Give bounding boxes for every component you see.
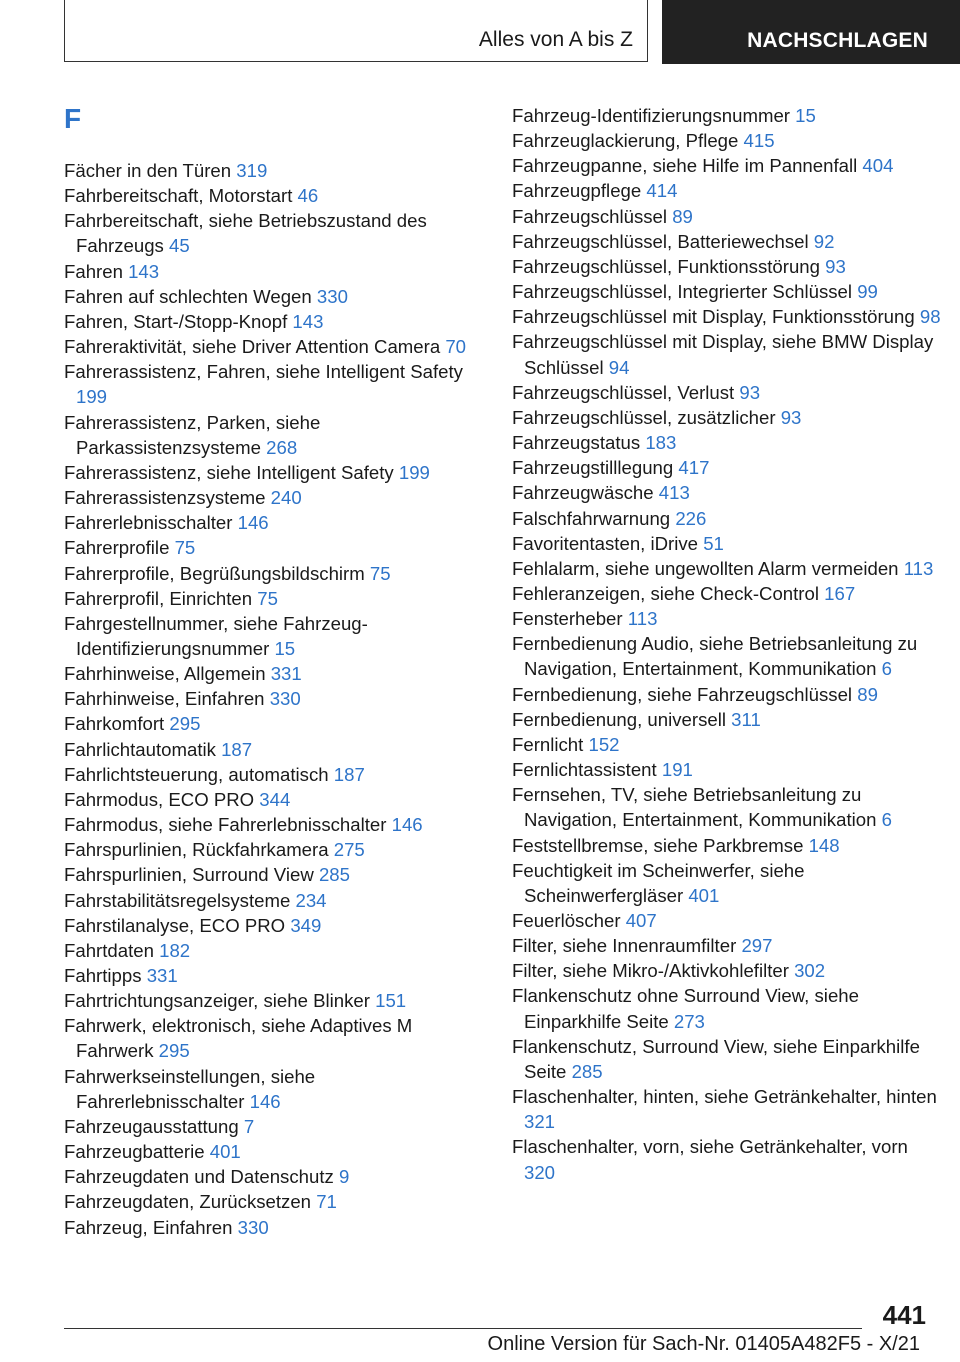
page-reference-link[interactable]: 71	[316, 1191, 337, 1213]
page-reference-link[interactable]: 148	[808, 834, 840, 856]
index-entry-text: Fahrerprofile, Begrüßungsbildschirm	[64, 562, 365, 584]
index-entry	[512, 1134, 942, 1184]
index-entry-text: Fahrstabilitätsregelsysteme	[64, 889, 291, 911]
page-reference-link[interactable]: 75	[257, 587, 278, 609]
index-entry	[64, 988, 484, 1013]
page-reference-link[interactable]: 75	[174, 537, 196, 559]
page-reference-link[interactable]: 240	[270, 487, 302, 509]
index-entry	[512, 958, 942, 983]
index-entry-text: Fahren, Start-/Stopp-Knopf	[64, 310, 288, 332]
footer-divider	[64, 1328, 862, 1329]
index-entry-text: Fernlichtassistent	[512, 759, 657, 781]
index-entry	[64, 535, 484, 560]
index-entry-text: Fahrzeugschlüssel, Integrierter Schlüssel	[512, 281, 853, 303]
index-entry-text: Fahren	[64, 260, 123, 282]
page-reference-link[interactable]: 417	[678, 457, 710, 479]
index-entry-text: Fahrmodus, siehe Fahrerlebnisschalter	[64, 814, 387, 836]
index-entry	[64, 158, 484, 183]
index-entry	[64, 787, 484, 812]
index-entry	[512, 455, 942, 480]
page-reference-link[interactable]: 311	[731, 708, 761, 730]
page-reference-link[interactable]: 93	[825, 255, 846, 277]
index-entry	[64, 485, 484, 510]
index-entry	[64, 284, 484, 309]
index-entry	[64, 208, 484, 258]
page-reference-link[interactable]: 183	[645, 432, 677, 454]
page-reference-link[interactable]: 226	[675, 507, 707, 529]
page-reference-link[interactable]: 330	[269, 688, 301, 710]
page-reference-link[interactable]: 94	[608, 356, 630, 378]
chapter-title: NACHSCHLAGEN	[747, 29, 928, 52]
index-entry-text: Fahrzeugstilllegung	[512, 457, 674, 479]
index-entry-text: Fahrzeugdaten, Zurücksetzen	[64, 1191, 312, 1213]
index-entry-text: Fahrerprofil, Einrichten	[64, 587, 253, 609]
index-entry	[64, 334, 484, 359]
page-reference-link[interactable]: 146	[249, 1090, 281, 1112]
index-entry	[64, 460, 484, 485]
index-entry-text: Fahrzeugbatterie	[64, 1141, 205, 1163]
index-entry	[64, 837, 484, 862]
index-entry-text: Falschfahrwarnung	[512, 507, 671, 529]
index-entry-text: Fahren auf schlechten Wegen	[64, 285, 312, 307]
index-entry-text: Fahrbereitschaft, siehe Betriebszustand des Fahrzeugs	[64, 210, 427, 257]
index-entry-text: Fahrzeug, Einfahren	[64, 1216, 233, 1238]
index-letter-heading: F	[64, 103, 82, 134]
page-reference-link[interactable]: 344	[259, 788, 291, 810]
page-reference-link[interactable]: 152	[588, 733, 620, 755]
index-entry	[64, 1189, 484, 1214]
page-reference-link[interactable]: 295	[158, 1040, 190, 1062]
page-reference-link[interactable]: 414	[646, 180, 678, 202]
page-reference-link[interactable]: 143	[128, 260, 160, 282]
page-reference-link[interactable]: 330	[237, 1216, 269, 1238]
page-reference-link[interactable]: 7	[243, 1115, 255, 1137]
index-entry-text: Fahrerassistenz, siehe Intelligent Safety	[64, 461, 394, 483]
index-entry-text: Fahrspurlinien, Surround View	[64, 864, 314, 886]
index-entry	[512, 732, 942, 757]
page-reference-link[interactable]: 46	[297, 185, 319, 207]
index-entry-text: Feuchtigkeit im Scheinwerfer, siehe Scheinwerfergläser	[512, 859, 805, 906]
index-entry	[64, 586, 484, 611]
index-entry-text: Fahrhinweise, Einfahren	[64, 688, 265, 710]
page-reference-link[interactable]: 302	[794, 960, 826, 982]
page-reference-link[interactable]: 98	[919, 306, 941, 328]
page-reference-link[interactable]: 15	[795, 105, 816, 126]
index-entry-text: Feuerlöscher	[512, 910, 621, 931]
page-reference-link[interactable]: 407	[625, 910, 657, 931]
page-reference-link[interactable]: 89	[672, 205, 693, 227]
index-entry-text: Fernbedienung, siehe Fahrzeugschlüssel	[512, 683, 853, 705]
index-entry	[512, 707, 942, 732]
index-entry	[64, 762, 484, 787]
index-entry	[512, 782, 942, 832]
index-entry	[64, 1013, 484, 1063]
index-entry-text: Fernbedienung, universell	[512, 708, 726, 730]
page-reference-link[interactable]: 99	[857, 281, 878, 303]
index-entry	[64, 888, 484, 913]
page-reference-link[interactable]: 273	[673, 1010, 705, 1032]
index-entry	[64, 1114, 484, 1139]
index-entry-text: Filter, siehe Innenraumfilter	[512, 935, 737, 957]
index-entry	[512, 682, 942, 707]
index-entry	[64, 561, 484, 586]
index-entry-text: Favoritentasten, iDrive	[512, 532, 699, 554]
index-entry-text: Flaschenhalter, vorn, siehe Getränkehalter, vorn	[512, 1136, 908, 1158]
index-entry-text: Flankenschutz ohne Surround View, siehe Einparkhilfe Seite	[512, 985, 859, 1032]
index-entry	[512, 1034, 942, 1084]
page-reference-link[interactable]: 9	[338, 1166, 350, 1188]
index-entry-text: Fahrkomfort	[64, 713, 165, 735]
page-reference-link[interactable]: 320	[524, 1161, 556, 1183]
index-entry	[512, 1084, 942, 1134]
index-entry-text: Fahrzeugausstattung	[64, 1115, 239, 1137]
index-entry-text: Fahrzeug-Identifizierungsnummer	[512, 105, 790, 126]
page-reference-link[interactable]: 234	[295, 889, 327, 911]
index-entry	[64, 1064, 484, 1114]
index-entry	[64, 862, 484, 887]
index-entry-text: Fahrzeugschlüssel, Batteriewechsel	[512, 230, 809, 252]
index-entry-text: Fensterheber	[512, 608, 623, 630]
page-reference-link[interactable]: 297	[741, 935, 773, 957]
index-entry-text: Fahrstilanalyse, ECO PRO	[64, 914, 286, 936]
index-entry	[512, 405, 942, 430]
footer-version-text: Online Version für Sach-Nr. 01405A482F5 - X/21	[487, 1333, 920, 1355]
index-entry-text: Fahrtrichtungsanzeiger, siehe Blinker	[64, 990, 370, 1012]
index-entry	[512, 430, 942, 455]
index-entry	[64, 410, 484, 460]
page-reference-link[interactable]: 92	[813, 230, 835, 252]
index-entry	[512, 279, 942, 304]
index-entry	[512, 254, 942, 279]
index-entry	[64, 1139, 484, 1164]
section-title: Alles von A bis Z	[478, 28, 633, 51]
page-reference-link[interactable]: 401	[688, 884, 720, 906]
index-entry	[64, 309, 484, 334]
index-entry	[64, 938, 484, 963]
index-entry-text: Fahrzeugdaten und Datenschutz	[64, 1166, 334, 1188]
index-entry	[64, 661, 484, 686]
index-entry	[512, 103, 942, 128]
index-entry	[512, 128, 942, 153]
index-entry-text: Fernbedienung Audio, siehe Betriebsanleitung zu Navigation, Entertainment, Kommunikation	[512, 633, 918, 680]
index-entry-text: Fahrzeugschlüssel mit Display, Funktionsstörung	[512, 306, 915, 328]
page-reference-link[interactable]: 143	[292, 310, 324, 332]
page-reference-link[interactable]: 70	[445, 336, 467, 358]
index-entry	[512, 606, 942, 631]
page-reference-link[interactable]: 45	[169, 235, 190, 257]
index-entry-text: Fahrerlebnisschalter	[64, 512, 233, 534]
index-entry-text: Flankenschutz, Surround View, siehe Einparkhilfe Seite	[512, 1035, 920, 1082]
index-entry	[64, 1164, 484, 1189]
index-entry-text: Fahrerassistenz, Fahren, siehe Intelligent Safety	[64, 361, 463, 383]
index-entry-text: Filter, siehe Mikro-/Aktivkohlefilter	[512, 960, 789, 982]
index-entry	[512, 506, 942, 531]
index-entry	[64, 183, 484, 208]
index-entry-text: Fahrwerk, elektronisch, siehe Adaptives M Fahrwerk	[64, 1015, 413, 1062]
index-entry-text: Fahrspurlinien, Rückfahrkamera	[64, 839, 329, 861]
index-entry	[512, 556, 942, 581]
index-entry	[64, 686, 484, 711]
index-entry-text: Flaschenhalter, hinten, siehe Getränkehalter, hinten	[512, 1086, 937, 1108]
page-reference-link[interactable]: 199	[76, 386, 108, 408]
page-reference-link[interactable]: 413	[658, 482, 690, 504]
page-reference-link[interactable]: 75	[369, 562, 391, 584]
index-entry-text: Fahrzeugpflege	[512, 180, 642, 202]
index-entry-text: Fahrtdaten	[64, 939, 154, 961]
page-reference-link[interactable]: 349	[290, 914, 322, 936]
page-reference-link[interactable]: 6	[881, 658, 892, 680]
index-entry-text: Fahreraktivität, siehe Driver Attention Camera	[64, 336, 441, 358]
page-reference-link[interactable]: 275	[333, 839, 365, 861]
index-column-left	[64, 158, 484, 1240]
page-reference-link[interactable]: 113	[903, 557, 934, 579]
index-entry	[64, 711, 484, 736]
page-reference-link[interactable]: 93	[739, 381, 761, 403]
index-entry-text: Fächer in den Türen	[64, 160, 232, 181]
index-entry-text: Fahrerprofile	[64, 537, 170, 559]
index-entry	[512, 204, 942, 229]
page-reference-link[interactable]: 51	[703, 532, 724, 554]
index-entry-text: Fahrzeugschlüssel, Funktionsstörung	[512, 255, 820, 277]
index-entry	[512, 329, 942, 379]
index-entry-text: Fehleranzeigen, siehe Check-Control	[512, 582, 819, 604]
page-reference-link[interactable]: 321	[524, 1111, 556, 1133]
index-entry-text: Fahrzeugschlüssel, Verlust	[512, 381, 735, 403]
index-entry	[512, 153, 942, 178]
page-reference-link[interactable]: 89	[857, 683, 878, 705]
page-reference-link[interactable]: 93	[780, 406, 802, 428]
index-entry	[512, 304, 942, 329]
index-entry-text: Fahrhinweise, Allgemein	[64, 663, 266, 685]
index-entry-text: Fahrzeugwäsche	[512, 482, 654, 504]
page-header	[0, 0, 960, 66]
index-entry	[512, 380, 942, 405]
index-entry	[512, 531, 942, 556]
index-entry	[64, 359, 484, 409]
index-entry-text: Fahrgestellnummer, siehe Fahrzeug-Identifizierungsnummer	[64, 612, 368, 659]
index-entry	[512, 757, 942, 782]
page-reference-link[interactable]: 401	[209, 1141, 241, 1163]
index-entry	[512, 983, 942, 1033]
index-entry-text: Fernlicht	[512, 733, 584, 755]
index-entry-text: Fahrzeugpanne, siehe Hilfe im Pannenfall	[512, 155, 858, 177]
page-reference-link[interactable]: 15	[274, 637, 296, 659]
page-reference-link[interactable]: 285	[571, 1060, 603, 1082]
index-entry	[512, 229, 942, 254]
index-entry	[64, 737, 484, 762]
index-entry-text: Fahrzeugschlüssel, zusätzlicher	[512, 406, 776, 428]
index-entry	[512, 908, 942, 933]
chapter-tab	[662, 0, 960, 64]
index-entry-text: Feststellbremse, siehe Parkbremse	[512, 834, 804, 856]
index-entry-text: Fahrmodus, ECO PRO	[64, 788, 255, 810]
page-number: 441	[882, 1300, 926, 1330]
index-entry	[512, 858, 942, 908]
index-entry	[64, 913, 484, 938]
index-entry	[64, 611, 484, 661]
page-reference-link[interactable]: 415	[743, 130, 775, 152]
page-reference-link[interactable]: 146	[237, 512, 269, 534]
index-entry-text: Fahrerassistenz, Parken, siehe Parkassistenzsysteme	[64, 411, 321, 458]
page-reference-link[interactable]: 182	[159, 939, 191, 961]
page-reference-link[interactable]: 404	[862, 155, 894, 177]
index-entry-text: Fahrzeugstatus	[512, 432, 641, 454]
page-reference-link[interactable]: 319	[236, 160, 268, 181]
page-reference-link[interactable]: 113	[627, 608, 658, 630]
page-reference-link[interactable]: 330	[316, 285, 348, 307]
index-entry	[512, 631, 942, 681]
index-entry	[512, 833, 942, 858]
index-entry-text: Fahrerassistenzsysteme	[64, 487, 266, 509]
section-tab	[64, 0, 648, 62]
page-reference-link[interactable]: 187	[333, 763, 365, 785]
page-reference-link[interactable]: 295	[169, 713, 201, 735]
index-entry	[64, 1215, 484, 1240]
index-entry	[64, 963, 484, 988]
index-column-right	[512, 103, 942, 1185]
index-entry-text: Fahrwerkseinstellungen, siehe Fahrerlebnisschalter	[64, 1065, 316, 1112]
index-entry-text: Fahrlichtautomatik	[64, 738, 216, 760]
index-entry-text: Fahrbereitschaft, Motorstart	[64, 185, 293, 207]
page-reference-link[interactable]: 167	[824, 582, 856, 604]
index-entry	[64, 259, 484, 284]
page-reference-link[interactable]: 146	[391, 814, 423, 836]
index-entry-text: Fahrtipps	[64, 965, 142, 986]
page-reference-link[interactable]: 268	[266, 436, 298, 458]
index-entry-text: Fahrzeugschlüssel mit Display, siehe BMW Display Schlüssel	[512, 331, 934, 378]
page-reference-link[interactable]: 6	[881, 809, 892, 831]
page-reference-link[interactable]: 199	[398, 461, 430, 483]
index-entry	[512, 581, 942, 606]
index-entry-text: Fahrlichtsteuerung, automatisch	[64, 763, 329, 785]
page-reference-link[interactable]: 331	[270, 663, 302, 685]
index-entry	[512, 480, 942, 505]
page-reference-link[interactable]: 331	[146, 965, 178, 986]
index-entry-text: Fahrzeuglackierung, Pflege	[512, 130, 739, 152]
index-entry	[512, 933, 942, 958]
index-entry	[512, 178, 942, 203]
index-entry	[64, 510, 484, 535]
index-entry	[64, 812, 484, 837]
page-reference-link[interactable]: 285	[318, 864, 350, 886]
index-entry-text: Fahrzeugschlüssel	[512, 205, 668, 227]
page-reference-link[interactable]: 151	[375, 990, 407, 1012]
index-entry-text: Fehlalarm, siehe ungewollten Alarm vermeiden	[512, 557, 899, 579]
index-entry-text: Fernsehen, TV, siehe Betriebsanleitung zu Navigation, Entertainment, Kommunikation	[512, 784, 877, 831]
page-reference-link[interactable]: 191	[661, 759, 693, 781]
page-reference-link[interactable]: 187	[221, 738, 253, 760]
